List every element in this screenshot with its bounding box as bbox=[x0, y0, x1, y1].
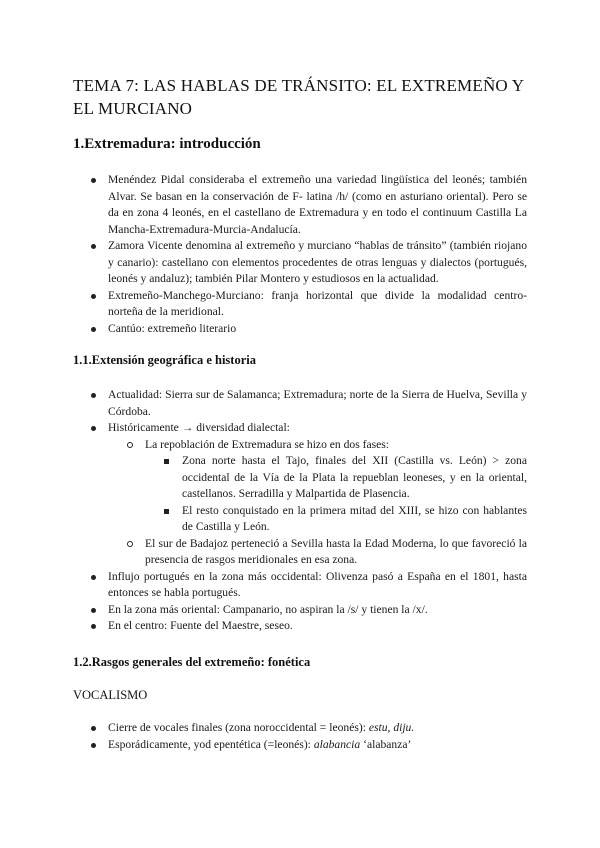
list-item bbox=[88, 720, 527, 737]
list-item: Influjo portugués en la zona más occidental: Olivenza pasó a España en el 1801, hasta entonces se habla portugués. bbox=[88, 569, 527, 602]
item-text: Esporádicamente, yod epentética (=leonés): bbox=[108, 737, 314, 751]
sub-sub-list-item: Zona norte hasta el Tajo, finales del XII (Castilla vs. León) > zona occidental de la Vía de la Plata la repueblan leoneses, y en la oriental, castellanos. Serradilla y Malpartida de Plasencia. bbox=[162, 453, 527, 503]
example-word: alabancia bbox=[313, 737, 361, 751]
section-heading-extremadura: 1.Extremadura: introducción bbox=[73, 136, 261, 152]
list-item: Zamora Vicente denomina al extremeño y murciano “hablas de tránsito” (también riojano y canario): castellano con elementos procedentes de otras lenguas y dialectos (portugués, leonés y andaluz); también Pilar Montero y estudiosos en la actualidad. bbox=[88, 238, 527, 288]
example-word: estu, diju. bbox=[368, 721, 415, 734]
item-text: Cierre de vocales finales (zona noroccidental = leonés): bbox=[108, 721, 369, 734]
gloss-text: ‘alabanza’ bbox=[360, 737, 412, 751]
sub-list-item: La repoblación de Extremadura se hizo en dos fases: bbox=[125, 437, 527, 454]
list-item: Menéndez Pidal consideraba el extremeño una variedad lingüística del leonés; también Alvar. Se basan en la conservación de F- latina /h/ (como en asturiano oriental). Pero se da en zona 4 leonés, en el castellano de Extremadura y en todo el continuum Castilla La Mancha-Extremadura-Murcia-Andalucía. bbox=[88, 172, 527, 238]
section-heading-extension: 1.1.Extensión geográfica e historia bbox=[73, 353, 256, 367]
intro-list bbox=[88, 172, 527, 337]
list-item: En el centro: Fuente del Maestre, seseo. bbox=[88, 618, 527, 635]
list-item: Históricamente → diversidad dialectal: bbox=[88, 420, 527, 437]
vocalismo-list bbox=[88, 720, 527, 753]
list-item: En la zona más oriental: Campanario, no aspiran la /s/ y tienen la /x/. bbox=[88, 602, 527, 619]
list-item: Actualidad: Sierra sur de Salamanca; Extremadura; norte de la Sierra de Huelva, Sevilla y Córdoba. bbox=[88, 387, 527, 420]
sub-sub-list-item: El resto conquistado en la primera mitad del XIII, se hizo con hablantes de Castilla y León. bbox=[162, 503, 527, 536]
subheading-vocalismo: VOCALISMO bbox=[73, 688, 148, 702]
document-title: TEMA 7: LAS HABLAS DE TRÁNSITO: EL EXTREMEÑO Y EL MURCIANO bbox=[73, 76, 524, 118]
list-item bbox=[88, 737, 527, 754]
list-item: Extremeño-Manchego-Murciano: franja horizontal que divide la modalidad centro-norteña de la meridional. bbox=[88, 288, 527, 321]
list-item: Cantúo: extremeño literario bbox=[88, 321, 527, 338]
extension-list bbox=[88, 387, 527, 635]
sub-list-item: El sur de Badajoz perteneció a Sevilla hasta la Edad Moderna, lo que favoreció la presencia de rasgos meridionales en esa zona. bbox=[125, 536, 527, 569]
section-heading-fonetica: 1.2.Rasgos generales del extremeño: fonética bbox=[73, 655, 311, 669]
